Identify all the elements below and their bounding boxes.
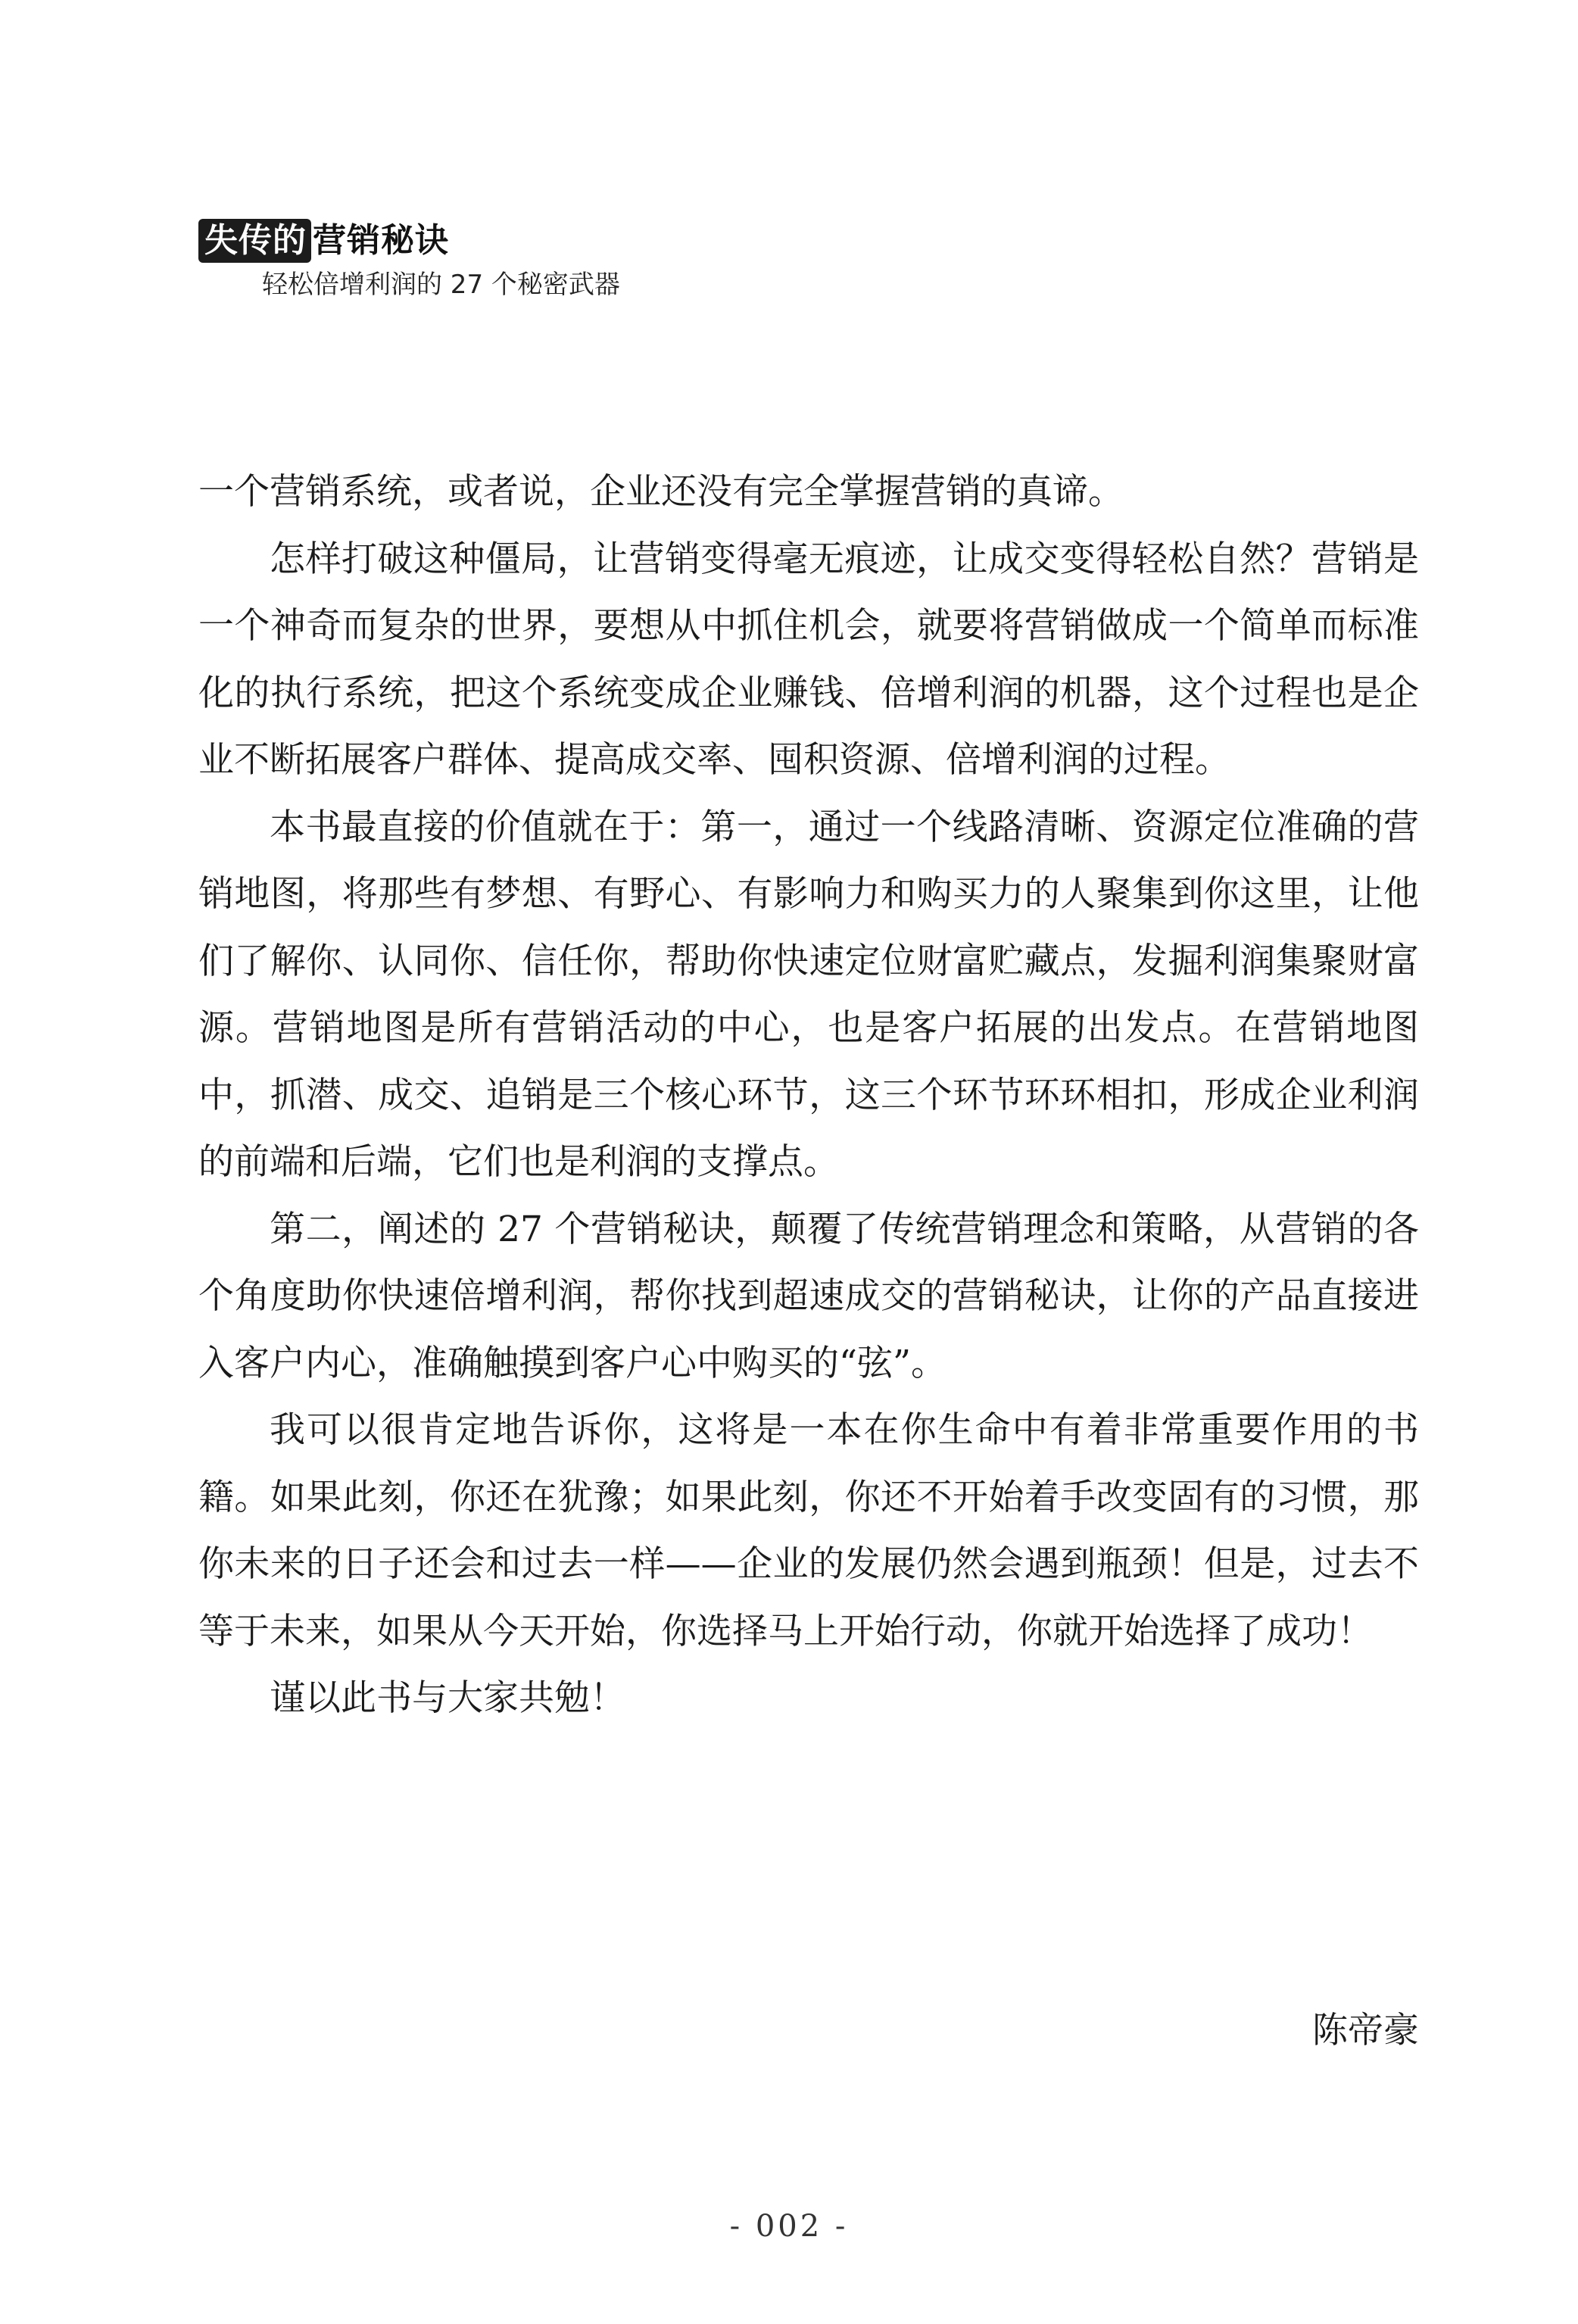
page-number: - 002 - [729, 2209, 849, 2244]
author-signature: 陈帝豪 [1312, 2010, 1419, 2051]
paragraph-closing: 谨以此书与大家共勉！ [270, 1677, 625, 1719]
book-subtitle: 轻松倍增利润的 27 个秘密武器 [262, 270, 620, 300]
paragraph: 本书最直接的价值就在于：第一，通过一个线路清晰、资源定位准确的营销地图，将那些有梦想、有野心、有影响力和购买力的人聚集到你这里，让他们了解你、认同你、信任你，帮助你快速定位财富贮藏点，发掘利润集聚财富源。营销地图是所有营销活动的中心，也是客户拓展的出发点。在营销地图中，抓潜、成交、追销是三个核心环节，这三个环节环环相扣，形成企业利润的前端和后端，它们也是利润的支撑点。 [198, 806, 1419, 1183]
paragraph: 怎样打破这种僵局，让营销变得毫无痕迹，让成交变得轻松自然？营销是一个神奇而复杂的世界，要想从中抓住机会，就要将营销做成一个简单而标准化的执行系统，把这个系统变成企业赚钱、倍增利润的机器，这个过程也是企业不断拓展客户群体、提高成交率、囤积资源、倍增利润的过程。 [198, 538, 1419, 781]
running-header [198, 217, 620, 301]
paragraph: 第二，阐述的 27 个营销秘诀，颠覆了传统营销理念和策略，从营销的各个角度助你快速倍增利润，帮你找到超速成交的营销秘诀，让你的产品直接进入客户内心，准确触摸到客户心中购买的“弦”。 [198, 1208, 1419, 1384]
paragraph-continuation: 一个营销系统，或者说，企业还没有完全掌握营销的真谛。 [198, 471, 1124, 513]
body-text [198, 459, 1419, 1733]
book-title-boxed: 失传的 [198, 219, 311, 263]
book-title [198, 217, 620, 265]
book-title-rest: 营销秘诀 [313, 221, 449, 260]
paragraph: 我可以很肯定地告诉你，这将是一本在你生命中有着非常重要作用的书籍。如果此刻，你还在犹豫；如果此刻，你还不开始着手改变固有的习惯，那你未来的日子还会和过去一样——企业的发展仍然会遇到瓶颈！但是，过去不等于未来，如果从今天开始，你选择马上开始行动，你就开始选择了成功！ [198, 1409, 1419, 1652]
